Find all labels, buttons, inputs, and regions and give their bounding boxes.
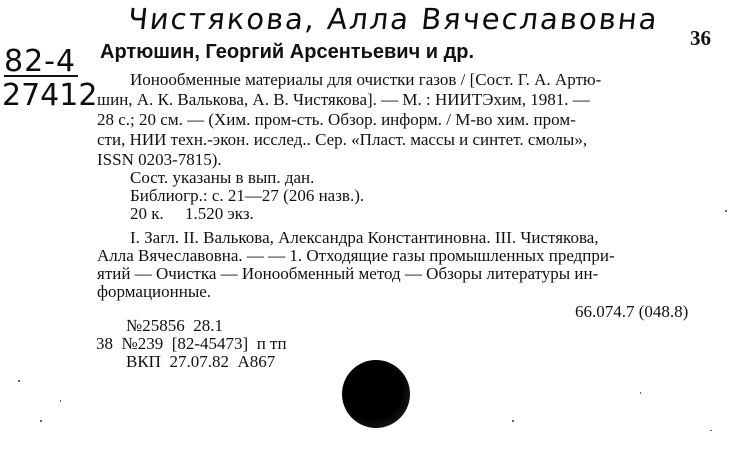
tracing-line: формационные. <box>97 282 212 301</box>
description-line: 28 с.; 20 см. — (Хим. пром-сть. Обзор. информ. / М-во хим. пром- <box>97 110 576 129</box>
note-line: Библиогр.: с. 21—27 (206 назв.). <box>130 186 365 205</box>
description-line: Ионообменные материалы для очистки газов / [Сост. Г. А. Артю- <box>130 70 602 89</box>
card-number: 36 <box>690 26 711 50</box>
margin-code-top: 82-4 <box>4 44 77 79</box>
tracing-line: I. Загл. II. Валькова, Александра Константиновна. III. Чистякова, <box>130 228 599 247</box>
description-line: ISSN 0203-7815). <box>97 150 222 169</box>
classification-index: 66.074.7 (048.8) <box>575 302 689 321</box>
registry-line: ВКП 27.07.82 А867 <box>126 352 276 371</box>
tracing-line: ятий — Очистка — Ионообменный метод — Обзоры литературы ин- <box>97 264 599 283</box>
punch-hole <box>342 360 410 428</box>
margin-code-bottom: 27412 <box>2 78 98 113</box>
description-line: сти, НИИ техн.-экон. исслед.. Сер. «Пласт. массы и синтет. смолы», <box>97 130 588 149</box>
author-heading: Артюшин, Георгий Арсентьевич и др. <box>100 41 475 63</box>
note-line: Сост. указаны в вып. дан. <box>130 168 315 187</box>
registry-line: 38 №239 [82-45473] п тп <box>96 334 287 353</box>
price-copies: 20 к. 1.520 экз. <box>130 204 254 223</box>
handwritten-header: Чистякова, Алла Вячеславовна <box>126 2 661 36</box>
description-line: шин, А. К. Валькова, А. В. Чистякова]. — М. : НИИТЭхим, 1981. — <box>97 90 590 109</box>
tracing-line: Алла Вячеславовна. — — 1. Отходящие газы промышленных предпри- <box>97 246 615 265</box>
registry-line: №25856 28.1 <box>126 316 223 335</box>
